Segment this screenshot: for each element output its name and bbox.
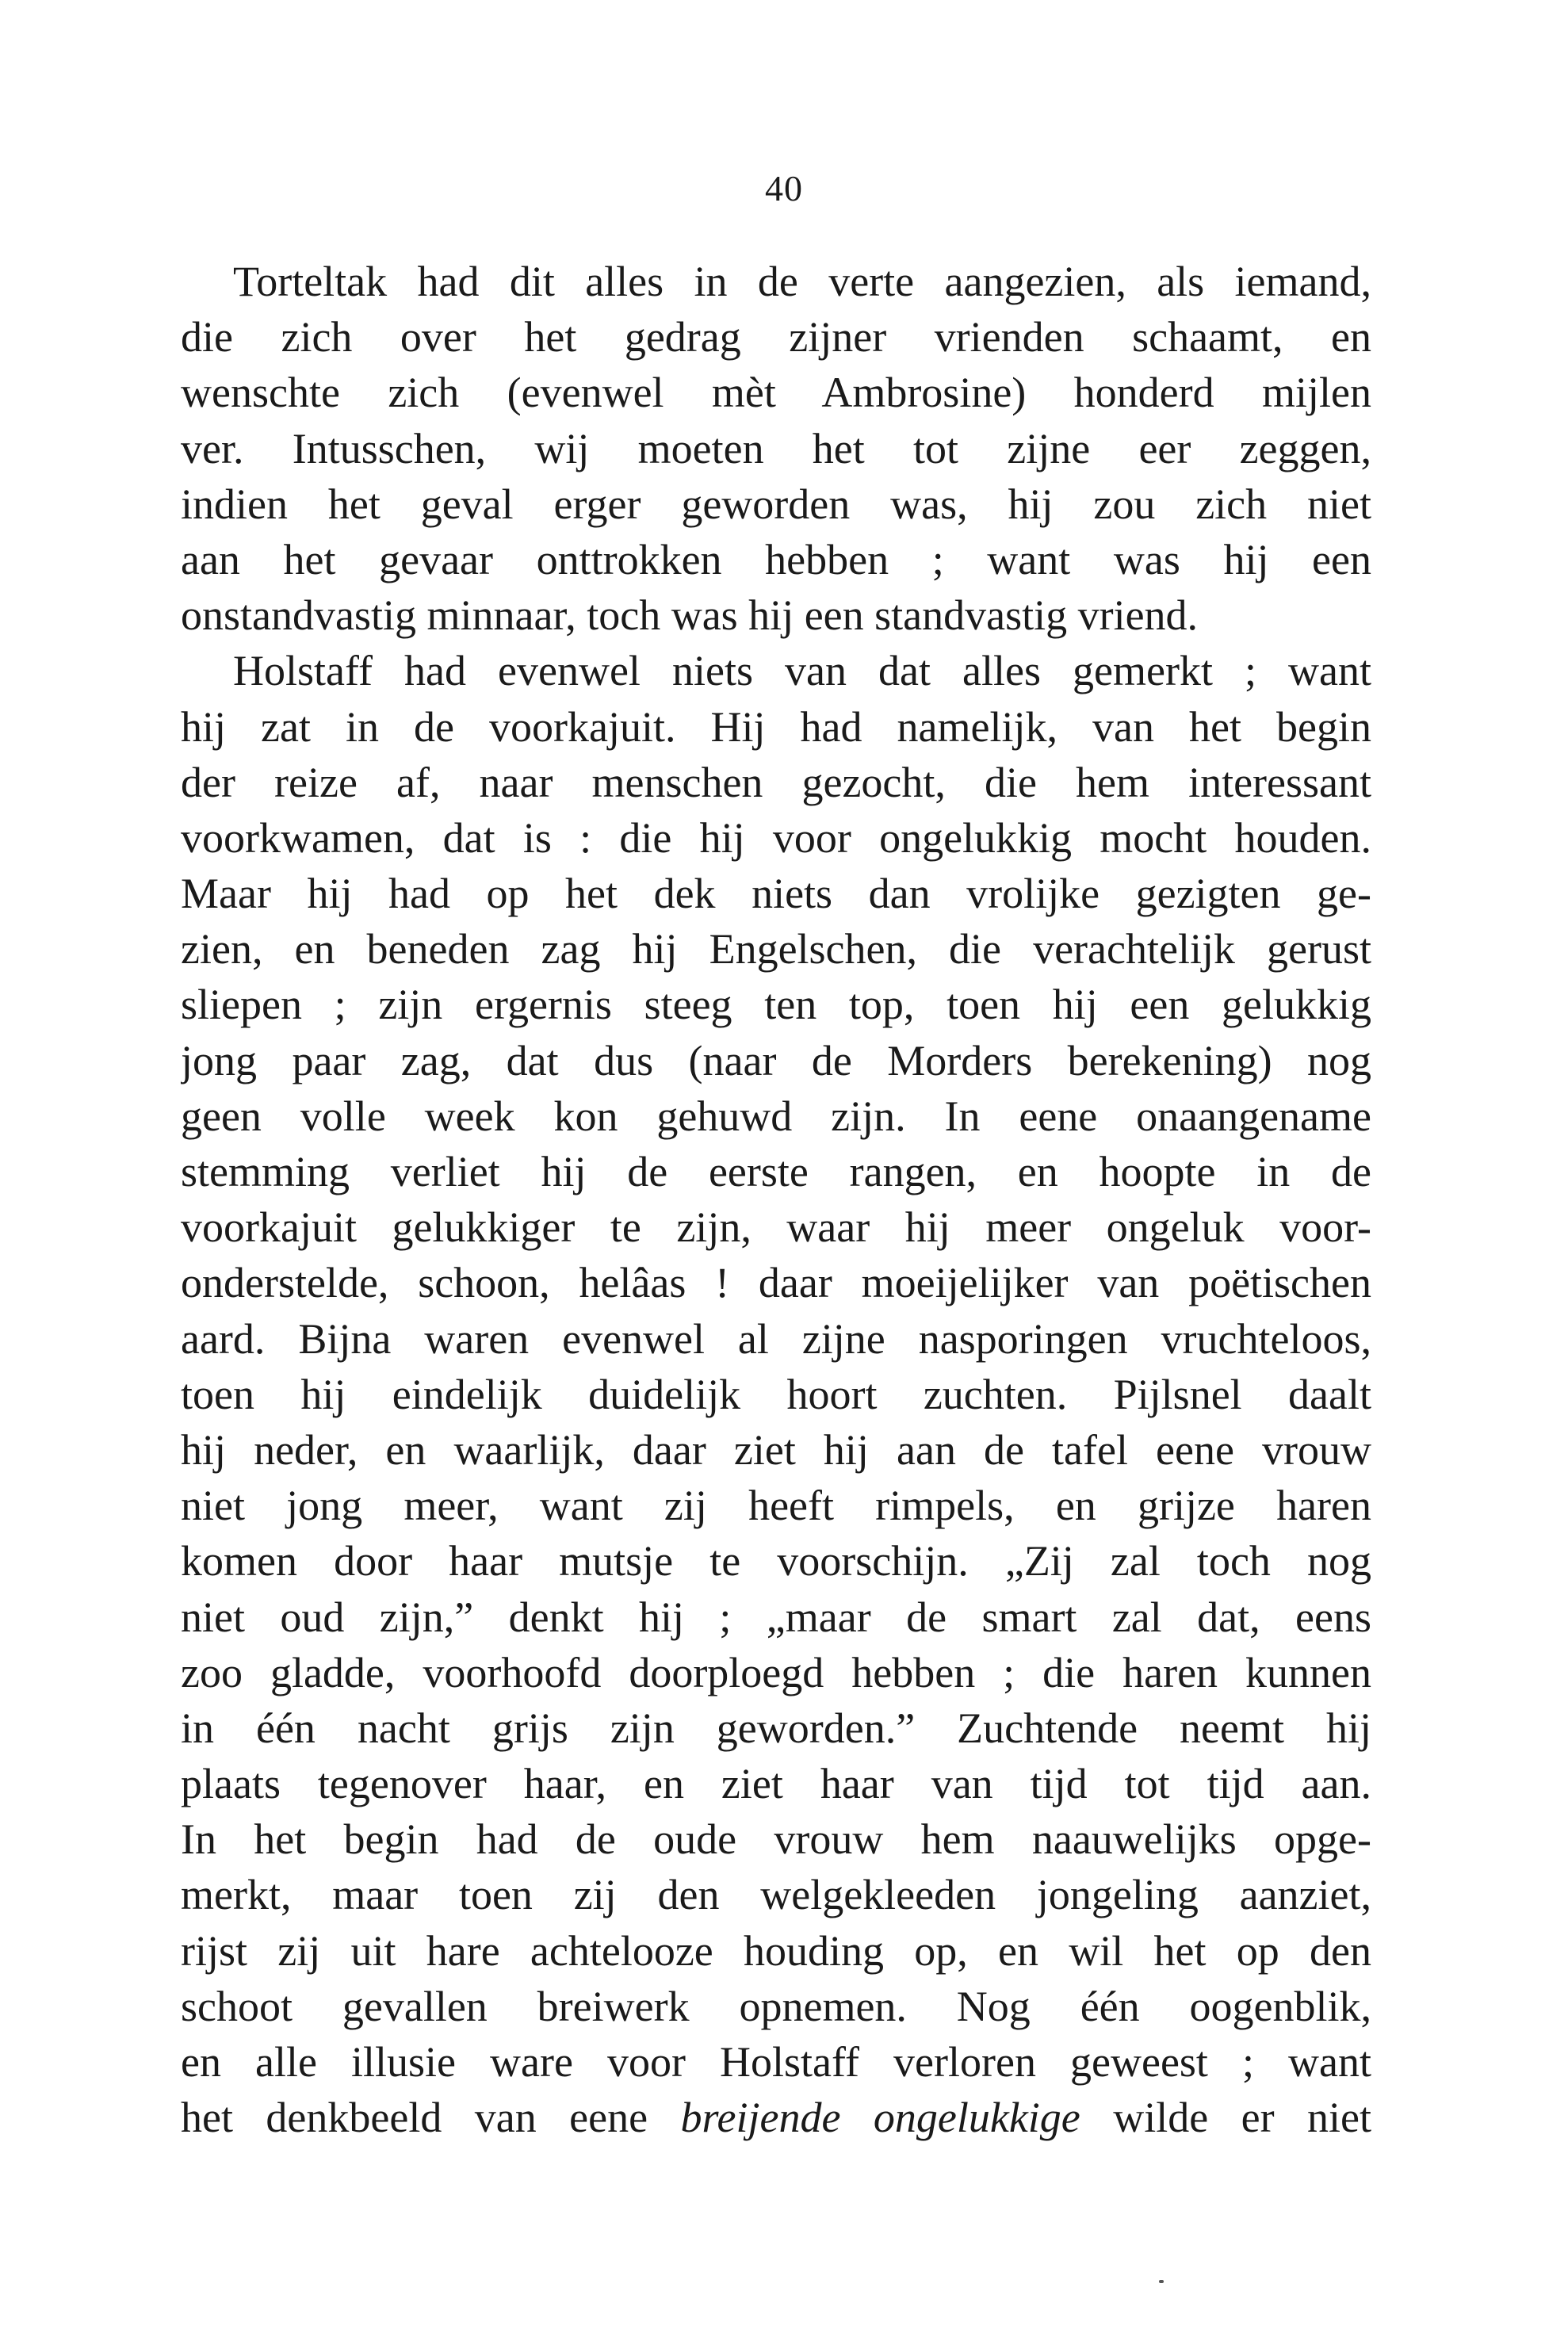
text-line: rijst zij uit hare achtelooze houding op, en wil het op den: [181, 1926, 1371, 1975]
emphasized-text: breijende ongelukkige: [680, 2094, 1080, 2142]
text-line: [181, 2090, 1371, 2145]
text-line: zien, en beneden zag hij Engelschen, die verachtelijk gerust: [181, 925, 1371, 973]
text-line: plaats tegenover haar, en ziet haar van tijd tot tijd aan.: [181, 1760, 1371, 1808]
text-line: hij neder, en waarlijk, daar ziet hij aan de tafel eene vrouw: [181, 1425, 1371, 1474]
text-segment: het denkbeeld van eene: [181, 2094, 681, 2142]
text-line: onderstelde, schoon, helâas ! daar moeijelijker van poëtischen: [181, 1259, 1371, 1307]
text-line: indien het geval erger geworden was, hij zou zich niet: [181, 480, 1371, 528]
text-line: hij zat in de voorkajuit. Hij had namelijk, van het begin: [181, 702, 1371, 751]
print-speck: [1159, 2280, 1164, 2283]
text-line: stemming verliet hij de eerste rangen, en hoopte in de: [181, 1148, 1371, 1195]
page-number: 40: [765, 168, 803, 208]
text-line: aard. Bijna waren evenwel al zijne nasporingen vruchteloos,: [181, 1314, 1371, 1363]
text-line: die zich over het gedrag zijner vrienden schaamt, en: [181, 313, 1371, 361]
text-line: voorkwamen, dat is : die hij voor ongelukkig mocht houden.: [181, 813, 1371, 862]
text-line: In het begin had de oude vrouw hem naauwelijks opge-: [181, 1815, 1371, 1864]
text-line: in één nacht grijs zijn geworden.” Zuchtende neemt hij: [181, 1704, 1371, 1752]
text-segment: wilde er niet: [1080, 2094, 1371, 2142]
body-text: [181, 254, 1371, 2145]
text-line: merkt, maar toen zij den welgekleeden jongeling aanziet,: [181, 1871, 1371, 1919]
text-line: Maar hij had op het dek niets dan vrolijke gezigten ge-: [181, 870, 1371, 918]
text-line: der reize af, naar menschen gezocht, die hem interessant: [181, 758, 1371, 806]
text-line: Holstaff had evenwel niets van dat alles gemerkt ; want: [233, 647, 1371, 695]
text-line: voorkajuit gelukkiger te zijn, waar hij meer ongeluk voor-: [181, 1203, 1371, 1252]
text-line: toen hij eindelijk duidelijk hoort zuchten. Pijlsnel daalt: [181, 1370, 1371, 1418]
text-line: niet oud zijn,” denkt hij ; „maar de smart zal dat, eens: [181, 1593, 1371, 1641]
text-line: en alle illusie ware voor Holstaff verloren geweest ; want: [181, 2038, 1371, 2086]
text-line: jong paar zag, dat dus (naar de Morders berekening) nog: [181, 1036, 1371, 1084]
text-line: aan het gevaar onttrokken hebben ; want was hij een: [181, 535, 1371, 583]
text-line: niet jong meer, want zij heeft rimpels, en grijze haren: [181, 1482, 1371, 1530]
text-line: schoot gevallen breiwerk opnemen. Nog één oogenblik,: [181, 1982, 1371, 2030]
text-line: zoo gladde, voorhoofd doorploegd hebben ; die haren kunnen: [181, 1648, 1371, 1696]
text-line: ver. Intusschen, wij moeten het tot zijne eer zeggen,: [181, 424, 1371, 472]
text-line: onstandvastig minnaar, toch was hij een standvastig vriend.: [181, 591, 1199, 640]
text-line: geen volle week kon gehuwd zijn. In eene onaangename: [181, 1092, 1371, 1140]
text-line: wenschte zich (evenwel mèt Ambrosine) honderd mijlen: [181, 369, 1371, 417]
text-line: komen door haar mutsje te voorschijn. „Zij zal toch nog: [181, 1537, 1371, 1585]
text-line: Torteltak had dit alles in de verte aangezien, als iemand,: [233, 258, 1371, 305]
text-line: sliepen ; zijn ergernis steeg ten top, toen hij een gelukkig: [181, 981, 1371, 1029]
